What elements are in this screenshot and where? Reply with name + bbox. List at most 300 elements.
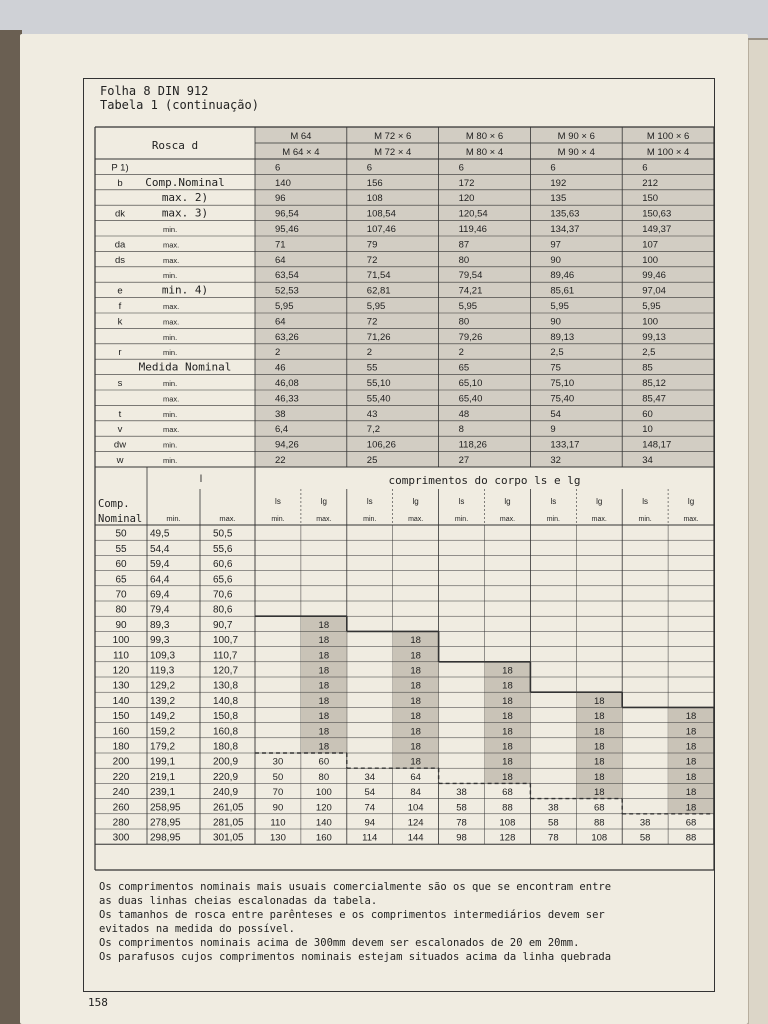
- dimension-value: 55: [366, 362, 378, 374]
- thread-size-label: M 80 × 4: [465, 147, 504, 158]
- dimension-value: 38: [275, 408, 286, 420]
- dimension-value: 43: [366, 408, 378, 420]
- nominal-length: 240: [112, 787, 130, 799]
- dimension-value: 90: [550, 254, 561, 266]
- dimension-value: 63,26: [275, 331, 299, 343]
- nominal-length: 100: [112, 635, 130, 647]
- dimension-value: 96,54: [275, 208, 299, 220]
- nominal-length: 80: [115, 604, 127, 616]
- body-length-value: 18: [410, 726, 421, 738]
- body-length-value: 130: [270, 832, 286, 844]
- dimension-value: 87: [458, 239, 470, 251]
- dimension-value: 107: [642, 239, 659, 251]
- dimension-value: 100: [642, 316, 659, 328]
- body-length-value: 18: [502, 726, 513, 738]
- dimension-value: 64: [275, 254, 286, 266]
- dimension-value: 2: [366, 347, 373, 359]
- dimension-value: 5,95: [642, 301, 661, 312]
- body-length-value: 18: [685, 802, 697, 814]
- nominal-length: 260: [112, 802, 130, 814]
- dimension-condition: max.: [163, 240, 180, 250]
- body-length-value: 18: [685, 771, 697, 783]
- body-length-value: 90: [272, 802, 284, 814]
- dimension-condition: max.: [163, 255, 180, 265]
- dimension-condition: Comp.Nominal: [145, 175, 225, 189]
- note-line: Os tamanhos de rosca entre parênteses e os comprimentos intermediários devem ser: [99, 909, 605, 921]
- dimension-value: 52,53: [275, 285, 299, 297]
- dimension-value: 8: [458, 424, 464, 436]
- length-min: 298,95: [150, 832, 181, 844]
- length-min: 258,95: [150, 802, 181, 814]
- body-length-value: 94: [364, 817, 376, 829]
- dimension-symbol: P 1): [111, 162, 129, 174]
- body-length-value: 18: [685, 756, 697, 768]
- body-length-value: 18: [593, 695, 605, 707]
- table-title: Tabela 1 (continuação): [100, 98, 259, 112]
- body-length-value: 120: [315, 802, 332, 814]
- length-min: 139,2: [150, 695, 176, 707]
- nominal-length: 120: [112, 665, 130, 677]
- dimension-value: 133,17: [550, 439, 580, 451]
- dimension-value: 150: [642, 193, 659, 205]
- body-length-value: 144: [407, 832, 424, 844]
- body-length-value: 18: [685, 787, 697, 799]
- dimension-value: 5,95: [366, 301, 386, 312]
- length-max: 55,6: [213, 543, 233, 555]
- nominal-length: 70: [115, 589, 127, 601]
- ls-min-label: min.: [638, 516, 652, 523]
- dimension-value: 149,37: [642, 224, 672, 235]
- body-length-value: 18: [410, 635, 421, 647]
- lg-label: lg: [687, 497, 695, 506]
- body-length-value: 18: [593, 741, 605, 753]
- body-length-value: 18: [685, 741, 697, 753]
- body-length-value: 124: [407, 817, 424, 829]
- length-max: 110,7: [213, 650, 238, 662]
- dimension-value: 95,46: [275, 224, 299, 235]
- dimension-value: 106,26: [366, 439, 396, 451]
- body-length-value: 18: [502, 741, 513, 753]
- dimension-value: 80: [458, 316, 470, 328]
- length-min: 54,4: [150, 543, 170, 555]
- dimension-condition: min.: [163, 271, 178, 281]
- length-max: 90,7: [213, 619, 233, 631]
- ls-min-label: min.: [271, 516, 285, 523]
- body-length-value: 18: [318, 680, 330, 692]
- dimension-value: 79,26: [458, 331, 483, 343]
- dimension-condition: max.: [163, 394, 180, 404]
- dimension-value: 140: [275, 177, 291, 189]
- dimension-value: 89,46: [550, 270, 575, 282]
- dimension-value: 71,54: [366, 270, 391, 282]
- dimension-value: 65: [458, 362, 470, 374]
- sheet-title: Folha 8 DIN 912: [100, 84, 209, 98]
- body-length-value: 38: [548, 802, 559, 814]
- length-max: 100,7: [213, 635, 239, 647]
- ls-label: ls: [550, 497, 557, 506]
- dimension-symbol: w: [116, 455, 124, 466]
- lg-label: lg: [320, 497, 327, 506]
- nominal-length: 90: [115, 619, 127, 631]
- body-length-value: 18: [318, 650, 330, 662]
- lg-max-label: max.: [499, 516, 516, 523]
- dimension-value: 71,26: [366, 331, 391, 343]
- body-length-value: 64: [410, 771, 421, 783]
- note-line: Os comprimentos nominais mais usuais comercialmente são os que se encontram entre: [99, 881, 612, 893]
- body-length-value: 68: [685, 817, 697, 829]
- body-length-value: 110: [270, 817, 286, 829]
- dimension-condition: max.: [163, 302, 180, 311]
- dimension-value: 46,33: [275, 393, 299, 405]
- dimension-symbol: dk: [114, 208, 126, 220]
- dimension-condition: min.: [163, 348, 178, 358]
- body-length-header: comprimentos do corpo ls e lg: [388, 474, 581, 487]
- dimension-value: 94,26: [275, 439, 299, 451]
- body-length-value: 38: [456, 787, 467, 799]
- dimension-condition: min.: [163, 409, 178, 419]
- body-length-value: 108: [591, 832, 608, 844]
- body-length-value: 18: [410, 711, 421, 723]
- dimension-symbol: r: [118, 347, 122, 359]
- body-length-value: 108: [499, 817, 516, 829]
- dimension-symbol: t: [118, 408, 122, 420]
- dimension-value: 6: [642, 162, 648, 174]
- body-length-value: 18: [410, 650, 421, 662]
- length-max: 220,9: [213, 771, 239, 783]
- body-length-value: 78: [456, 817, 467, 829]
- dimension-value: 97,04: [642, 285, 666, 297]
- dimension-value: 99,13: [642, 331, 666, 343]
- dimension-value: 6: [550, 162, 556, 174]
- comp-nominal-label: Nominal: [98, 513, 143, 525]
- body-length-value: 18: [685, 711, 697, 723]
- body-length-value: 128: [499, 832, 516, 844]
- dimension-value: 6: [366, 162, 373, 174]
- length-min: 119,3: [150, 665, 175, 677]
- dimension-value: 27: [458, 455, 470, 466]
- ls-label: ls: [275, 497, 281, 506]
- lg-label: lg: [596, 497, 603, 506]
- body-length-value: 18: [318, 635, 330, 647]
- dimension-value: 85,61: [550, 285, 575, 297]
- length-max: 301,05: [213, 832, 244, 844]
- dimension-value: 156: [366, 177, 383, 189]
- thread-size-label: M 100 × 6: [646, 131, 690, 142]
- dimension-value: 135: [550, 193, 567, 205]
- length-max: 70,6: [213, 589, 233, 601]
- dimension-value: 74,21: [458, 285, 483, 297]
- body-length-value: 54: [364, 787, 376, 799]
- body-length-value: 114: [362, 832, 378, 844]
- note-line: Os comprimentos nominais acima de 300mm devem ser escalonados de 20 em 20mm.: [99, 937, 580, 949]
- length-min: 69,4: [150, 589, 170, 601]
- page-number: 158: [88, 996, 108, 1009]
- note-line: as duas linhas cheias escalonadas da tabela.: [99, 895, 378, 907]
- dimension-value: 118,26: [458, 439, 487, 451]
- lg-max-label: max.: [408, 516, 424, 523]
- dimension-value: 46: [275, 362, 286, 374]
- body-length-value: 18: [410, 695, 421, 707]
- thread-size-label: M 72 × 4: [374, 147, 412, 158]
- thread-size-label: M 80 × 6: [465, 131, 504, 142]
- body-length-value: 78: [548, 832, 559, 844]
- length-max: 281,05: [213, 817, 244, 829]
- dimension-value: 100: [642, 254, 659, 266]
- body-length-value: 98: [456, 832, 467, 844]
- dimension-value: 34: [642, 455, 653, 466]
- dimension-value: 2: [458, 347, 464, 359]
- ls-min-label: min.: [363, 516, 377, 523]
- max-header: max.: [219, 514, 236, 523]
- comp-nominal-label: Comp.: [98, 498, 130, 510]
- nominal-length: 200: [112, 756, 130, 768]
- ls-label: ls: [366, 497, 373, 506]
- length-max: 240,9: [213, 787, 239, 799]
- body-length-value: 18: [502, 680, 513, 692]
- body-length-value: 50: [272, 771, 284, 783]
- body-length-value: 74: [364, 802, 376, 814]
- length-min: 239,1: [150, 787, 176, 799]
- length-max: 150,8: [213, 711, 239, 723]
- dimension-symbol: f: [118, 301, 122, 312]
- nominal-length: 180: [112, 741, 130, 753]
- nominal-length: 220: [112, 771, 130, 783]
- nominal-length: 65: [115, 574, 127, 586]
- length-min: 99,3: [150, 635, 170, 647]
- dimension-symbol: k: [117, 316, 123, 328]
- dimension-value: 80: [458, 254, 470, 266]
- dimension-value: 107,46: [366, 224, 396, 235]
- dimension-value: 135,63: [550, 208, 580, 220]
- body-length-value: 58: [548, 817, 559, 829]
- body-length-value: 84: [410, 787, 421, 799]
- body-length-value: 18: [318, 665, 330, 677]
- dimension-value: 55,10: [366, 378, 391, 389]
- dimension-value: 60: [642, 408, 653, 420]
- body-length-value: 58: [456, 802, 467, 814]
- dimension-value: 85: [642, 362, 653, 374]
- dimension-value: 32: [550, 455, 561, 466]
- dimension-condition: max.: [163, 317, 180, 327]
- dimension-value: 75,40: [550, 393, 575, 405]
- thread-size-label: M 100 × 4: [646, 147, 690, 158]
- dimension-value: 7,2: [366, 424, 381, 436]
- body-length-value: 68: [502, 787, 513, 799]
- body-length-value: 18: [593, 756, 605, 768]
- nominal-length: 50: [115, 528, 127, 540]
- dimension-condition: min.: [163, 332, 178, 342]
- length-min: 219,1: [150, 771, 176, 783]
- body-length-value: 18: [502, 695, 513, 707]
- dimension-symbol: s: [117, 378, 123, 389]
- length-min: 149,2: [150, 711, 176, 723]
- body-length-value: 18: [410, 741, 421, 753]
- nominal-length: 140: [112, 695, 130, 707]
- nominal-length: 280: [112, 817, 130, 829]
- length-max: 261,05: [213, 802, 244, 814]
- body-length-value: 104: [407, 802, 424, 814]
- length-max: 50,5: [213, 528, 233, 540]
- body-length-value: 140: [315, 817, 332, 829]
- body-length-value: 80: [318, 771, 330, 783]
- body-length-value: 18: [593, 771, 605, 783]
- dimension-symbol: da: [114, 239, 126, 251]
- body-length-value: 70: [272, 787, 284, 799]
- ls-min-label: min.: [454, 516, 469, 523]
- ls-label: ls: [458, 497, 465, 506]
- dimension-value: 108: [366, 193, 383, 205]
- dimension-value: 64: [275, 316, 286, 328]
- dimension-symbol: ds: [114, 254, 126, 266]
- dimension-value: 134,37: [550, 224, 580, 235]
- dimension-value: 212: [642, 177, 659, 189]
- body-length-value: 18: [502, 771, 513, 783]
- dimension-value: 79,54: [458, 270, 483, 282]
- body-length-value: 18: [410, 680, 421, 692]
- dimension-value: 2: [275, 347, 281, 359]
- length-min: 129,2: [150, 680, 176, 692]
- body-length-value: 60: [318, 756, 330, 768]
- body-length-value: 68: [593, 802, 605, 814]
- dimension-condition: min.: [163, 225, 178, 234]
- body-length-value: 18: [593, 787, 605, 799]
- dimension-condition: min.: [163, 379, 178, 388]
- length-max: 160,8: [213, 726, 239, 738]
- body-length-value: 18: [502, 711, 513, 723]
- dimension-condition: max. 2): [161, 191, 209, 205]
- dimension-value: 96: [275, 193, 286, 205]
- length-min: 199,1: [150, 756, 176, 768]
- body-length-value: 18: [318, 741, 330, 753]
- dimension-value: 63,54: [275, 270, 299, 282]
- dimension-condition: min. 4): [161, 283, 209, 297]
- dimension-value: 46,08: [275, 378, 299, 389]
- dimension-symbol: b: [117, 177, 123, 189]
- body-length-value: 38: [639, 817, 651, 829]
- note-line: evitados na medida do possível.: [99, 923, 295, 935]
- dimension-condition: max.: [163, 425, 180, 435]
- dimension-value: 85,12: [642, 378, 666, 389]
- body-length-value: 18: [685, 726, 697, 738]
- lg-max-label: max.: [316, 516, 332, 523]
- dimension-value: 65,10: [458, 378, 483, 389]
- ls-min-label: min.: [546, 516, 560, 523]
- dimension-value: 85,47: [642, 393, 666, 405]
- body-length-value: 18: [318, 619, 330, 631]
- dimension-value: 6: [275, 162, 281, 174]
- dimension-symbol: v: [117, 424, 123, 436]
- body-length-value: 18: [593, 711, 605, 723]
- lg-label: lg: [412, 497, 419, 506]
- dimension-value: 119,46: [458, 224, 487, 235]
- dimension-value: 5,95: [458, 301, 478, 312]
- body-length-value: 88: [593, 817, 605, 829]
- dimension-value: 5,95: [550, 301, 569, 312]
- body-length-value: 160: [315, 832, 332, 844]
- nominal-length: 55: [115, 543, 127, 555]
- dimension-value: 75: [550, 362, 561, 374]
- length-max: 80,6: [213, 604, 233, 616]
- dimension-value: 48: [458, 408, 470, 420]
- length-min: 64,4: [150, 574, 170, 586]
- dimension-value: 6: [458, 162, 464, 174]
- footnotes: [99, 880, 709, 964]
- dimension-value: 99,46: [642, 270, 666, 282]
- min-header: min.: [166, 514, 181, 523]
- body-length-value: 18: [410, 756, 421, 768]
- length-min: 59,4: [150, 559, 170, 571]
- nominal-length: 110: [113, 650, 129, 662]
- length-max: 180,8: [213, 741, 239, 753]
- nominal-length: 130: [112, 680, 130, 692]
- dimension-condition: max. 3): [161, 206, 209, 220]
- body-length-value: 18: [318, 695, 330, 707]
- dimension-value: 120: [458, 193, 475, 205]
- lg-max-label: max.: [683, 516, 699, 523]
- dimension-value: 22: [275, 455, 286, 466]
- thread-size-label: M 64: [290, 131, 312, 142]
- note-line: Os parafusos cujos comprimentos nominais estejam situados acima da linha quebrada: [99, 951, 612, 963]
- body-length-value: 18: [502, 665, 513, 677]
- body-length-value: 34: [364, 771, 376, 783]
- dimension-value: 6,4: [275, 424, 289, 436]
- dimension-value: 148,17: [642, 439, 672, 451]
- dimension-value: 72: [366, 254, 378, 266]
- dimension-value: 150,63: [642, 208, 672, 220]
- dimension-value: 10: [642, 424, 653, 436]
- dimension-value: 71: [275, 239, 286, 251]
- body-length-value: 100: [315, 787, 332, 799]
- dimension-value: 75,10: [550, 378, 575, 389]
- thread-size-label: M 90 × 6: [557, 131, 595, 142]
- body-length-value: 18: [318, 726, 330, 738]
- dimension-condition: min.: [163, 440, 178, 450]
- dimension-value: 79: [366, 239, 378, 251]
- dimension-value: 25: [366, 455, 378, 466]
- length-max: 200,9: [213, 756, 239, 768]
- nominal-length: 300: [112, 832, 130, 844]
- dimension-value: 89,13: [550, 331, 575, 343]
- dimension-value: 97: [550, 239, 561, 251]
- length-min: 159,2: [150, 726, 176, 738]
- dimension-value: 2,5: [642, 347, 656, 359]
- length-min: 49,5: [150, 528, 170, 540]
- dimension-condition: min.: [163, 456, 178, 465]
- length-max: 60,6: [213, 559, 233, 571]
- length-min: 89,3: [150, 619, 170, 631]
- length-min: 278,95: [150, 817, 181, 829]
- length-symbol: l: [199, 474, 203, 485]
- body-length-value: 18: [502, 756, 513, 768]
- dimension-value: 54: [550, 408, 561, 420]
- length-min: 79,4: [150, 604, 170, 616]
- body-length-value: 88: [502, 802, 513, 814]
- body-length-value: 30: [272, 756, 284, 768]
- dimension-value: 9: [550, 424, 556, 436]
- lg-label: lg: [504, 497, 511, 506]
- body-length-value: 18: [318, 711, 330, 723]
- dimension-value: 62,81: [366, 285, 391, 297]
- thread-size-label: M 90 × 4: [557, 147, 595, 158]
- nominal-length: 60: [115, 559, 127, 571]
- length-min: 179,2: [150, 741, 176, 753]
- dimension-value: 90: [550, 316, 561, 328]
- body-length-value: 18: [410, 665, 421, 677]
- dimension-value: 108,54: [366, 208, 396, 220]
- dimension-value: 172: [458, 177, 475, 189]
- ls-label: ls: [642, 497, 649, 506]
- thread-size-label: M 72 × 6: [374, 131, 412, 142]
